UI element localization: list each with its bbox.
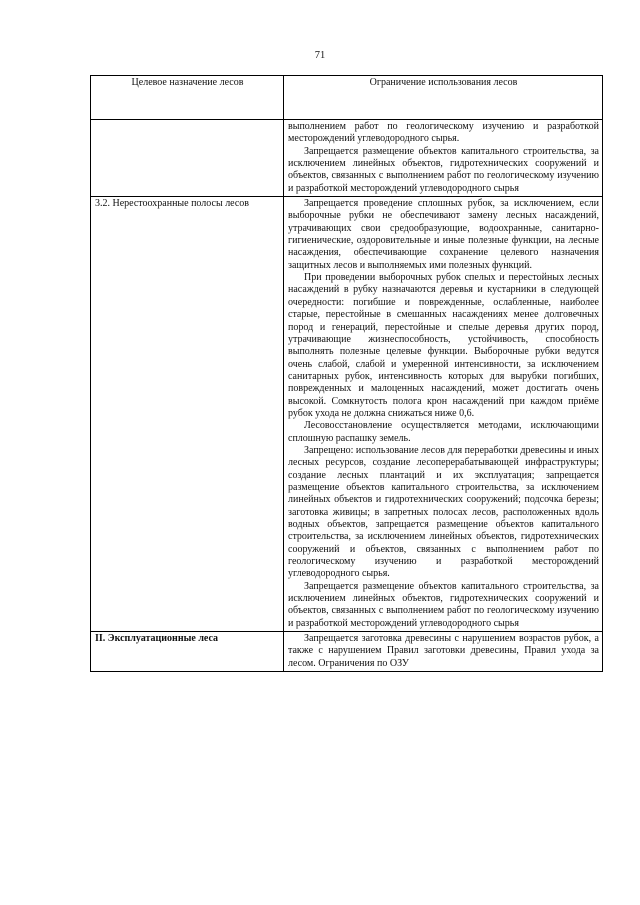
restriction-paragraph: Запрещается размещение объектов капитального строительства, за исключением линейных объектов, гидротехнических сооружений и объектов, связанных с выполнением работ по геологическому изучению и разработкой месторождений углеводородного сырья [288, 580, 599, 629]
row-restrictions-cell [284, 197, 603, 632]
restriction-paragraph: Запрещается размещение объектов капитального строительства, за исключением линейных объектов, гидротехнических сооружений и объектов, связанных с выполнением работ по геологическому изучению и разработкой месторождений углеводородного сырья [288, 145, 599, 194]
row-restrictions-cell [284, 120, 603, 197]
table-row [91, 120, 603, 197]
header-restrictions: Ограничение использования лесов [284, 76, 603, 120]
restriction-paragraph: Запрещается проведение сплошных рубок, за исключением, если выборочные рубки не обеспечивают замену лесных насаждений, утрачивающих свои средообразующие, водоохранные, санитарно-гигиенические, оздоровительные и иные полезные функции, на лесные насаждения, обеспечивающие сохранение целевого назначения защитных лесов и выполняемых ими полезных функций. [288, 198, 599, 271]
restriction-paragraph: Запрещено: использование лесов для переработки древесины и иных лесных ресурсов, создание лесоперерабатывающей инфраструктуры; создание лесных плантаций и их эксплуатация; запрещается размещение объектов капитального строительства, за исключением линейных объектов и гидротехнических сооружений; подсочка березы; заготовка живицы; в запретных полосах лесов, расположенных вдоль водных объектов, запрещается размещение объектов капитального строительства, за исключением линейных объектов, гидротехнических сооружений и объектов, связанных с выполнением работ по геологическому изучению и разработкой месторождений углеводородного сырья. [288, 444, 599, 580]
row-purpose-cell [91, 120, 284, 197]
table-row [91, 632, 603, 672]
row-purpose-cell: II. Эксплуатационные леса [91, 632, 284, 672]
restriction-paragraph: выполнением работ по геологическому изучению и разработкой месторождений углеводородного сырья. [288, 121, 599, 145]
restriction-paragraph: Запрещается заготовка древесины с нарушением возрастов рубок, а также с нарушением Правил заготовки древесины, Правил ухода за лесом. Ограничения по ОЗУ [288, 633, 599, 669]
table-row [91, 197, 603, 632]
row-purpose-cell: 3.2. Нерестоохранные полосы лесов [91, 197, 284, 632]
restriction-paragraph: При проведении выборочных рубок спелых и перестойных лесных насаждений в рубку назначаются деревья и кустарники в следующей очередности: погибшие и поврежденные, ослабленные, наиболее старые, перестойные в смешанных насаждениях менее долговечных пород и генераций, перестойные и спелые деревья других пород, утрачивающие жизнеспособность, устойчивость, способность выполнять полезные целевые функции. Выборочные рубки ведутся очень слабой, слабой и умеренной интенсивности, за исключением санитарных рубок, интенсивность которых для вырубки погибших, поврежденных и малоценных насаждений, может достигать очень высокой. Сомкнутость полога крон насаждений при каждом приёме рубок ухода не должна снижаться ниже 0,6. [288, 272, 599, 419]
header-purpose: Целевое назначение лесов [91, 76, 284, 120]
restriction-paragraph: Лесовосстановление осуществляется методами, исключающими сплошную распашку земель. [288, 420, 599, 444]
page-number: 71 [314, 50, 326, 61]
table-header-row [91, 76, 603, 120]
row-restrictions-cell [284, 632, 603, 672]
forest-use-table [90, 75, 603, 672]
